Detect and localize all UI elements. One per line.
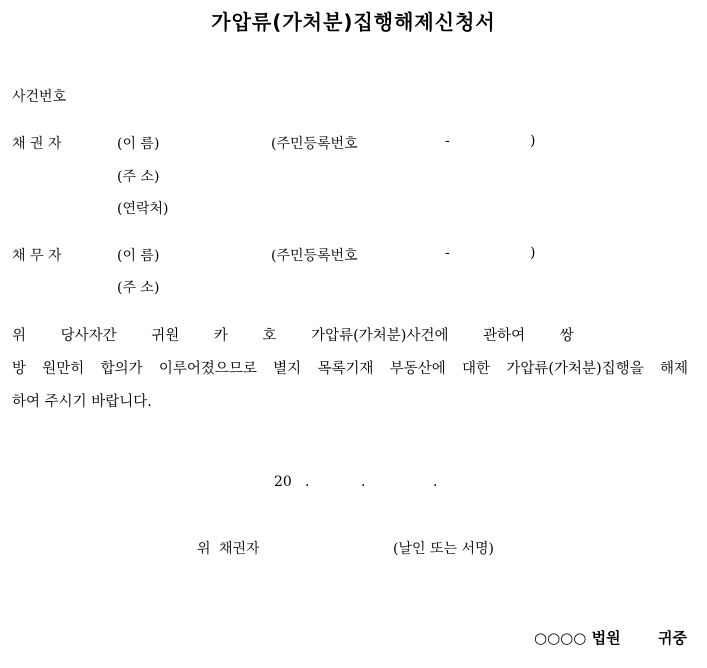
court-name: ○○○○ 법원 <box>534 629 621 647</box>
court-suffix: 귀중 <box>658 629 687 647</box>
case-number-label: 사건번호 <box>12 89 67 105</box>
signature-label: 위 채권자 <box>197 541 260 557</box>
creditor-id-dash: - <box>445 133 450 149</box>
creditor-role-label: 채 권 자 <box>12 136 62 152</box>
creditor-contact-label: (연락처) <box>117 201 169 217</box>
creditor-name-label: (이 름) <box>117 136 160 152</box>
document-title: 가압류(가처분)집행해제신청서 <box>211 10 496 34</box>
debtor-name-label: (이 름) <box>117 248 160 264</box>
debtor-address-label: (주 소) <box>117 280 160 296</box>
paragraph-line-2: 방 원만히 합의가 이루어졌으므로 별지 목록기재 부동산에 대한 가압류(가처분)집행을 해제 <box>12 361 688 377</box>
paragraph-line-1 <box>12 320 688 353</box>
creditor-address-label: (주 소) <box>117 169 160 185</box>
date-dot-1: . <box>305 474 310 490</box>
date-dot-3: . <box>433 474 438 490</box>
paragraph-line-3: 하여 주시기 바랍니다. <box>12 394 152 410</box>
debtor-id-close: ) <box>530 245 536 261</box>
paragraph-line-1-text: 위 당사자간 귀원 카 호 가압류(가처분)사건에 관하여 쌍 <box>12 328 574 344</box>
seal-note: (날인 또는 서명) <box>393 541 494 557</box>
creditor-id-close: ) <box>530 133 536 149</box>
date-year-prefix: 20 <box>274 474 292 490</box>
request-paragraph <box>12 320 688 419</box>
creditor-id-label: (주민등록번호 <box>271 136 358 152</box>
debtor-id-dash: - <box>445 245 450 261</box>
debtor-id-label: (주민등록번호 <box>271 248 358 264</box>
date-dot-2: . <box>361 474 366 490</box>
debtor-role-label: 채 무 자 <box>12 248 62 264</box>
